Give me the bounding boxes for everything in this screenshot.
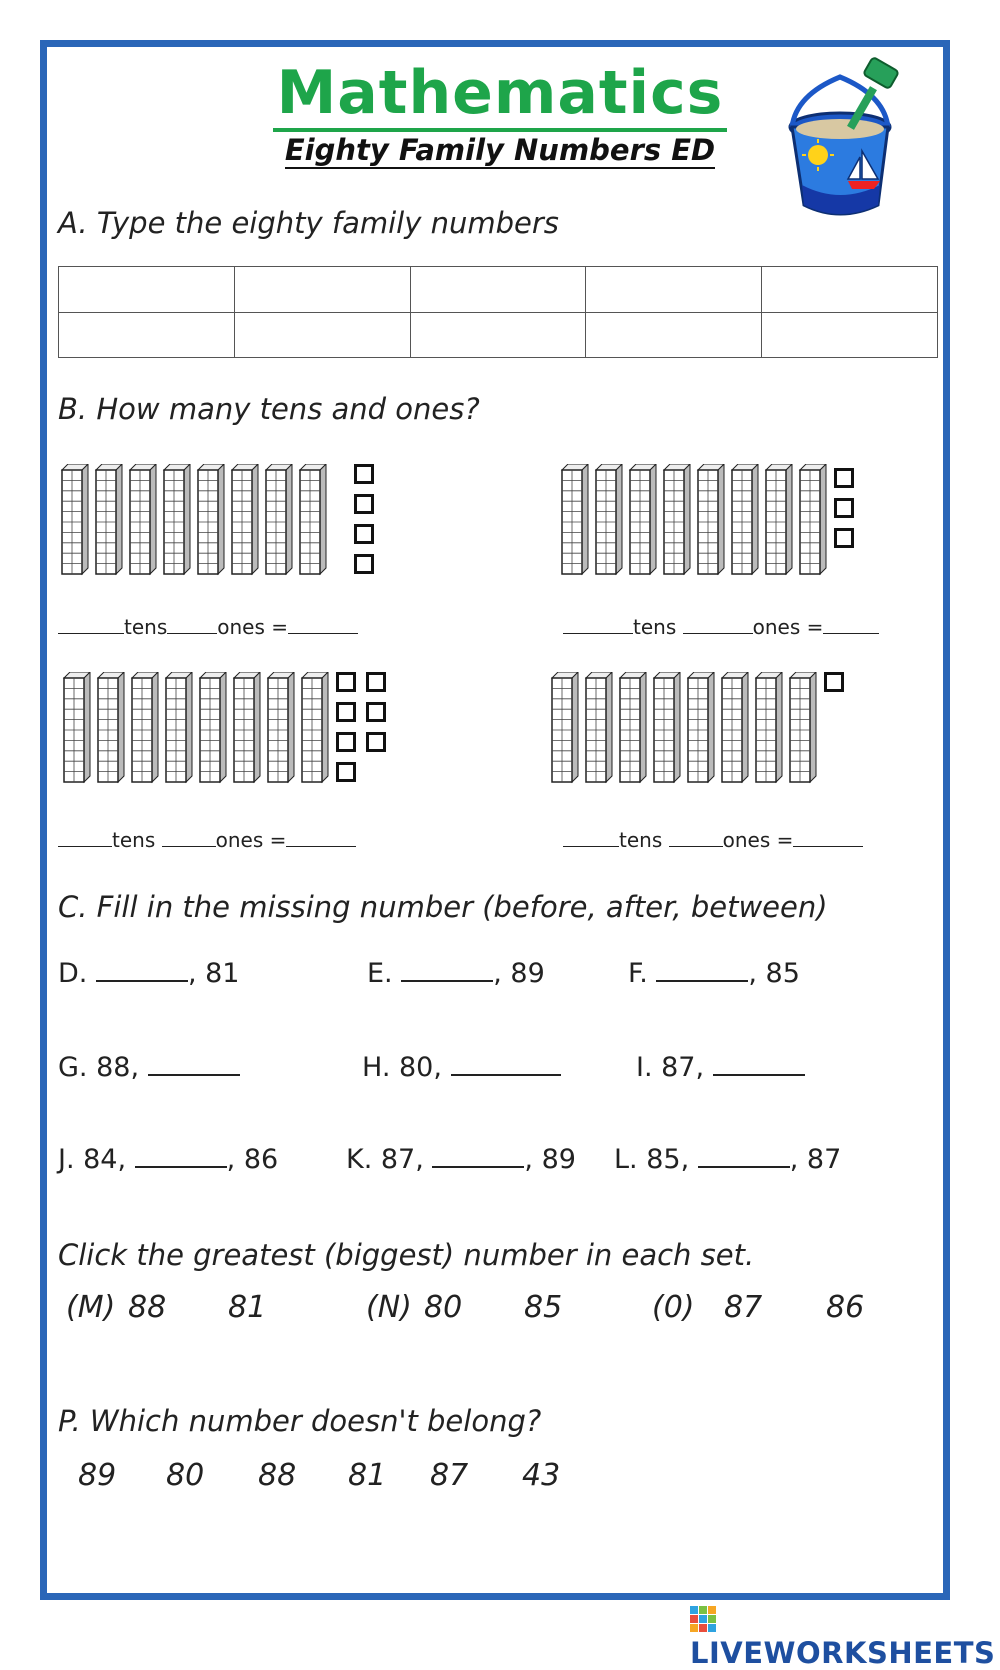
number-entry-cell[interactable] bbox=[59, 313, 234, 358]
tens-rod bbox=[754, 672, 784, 784]
tens-rod bbox=[198, 672, 228, 784]
ones-cube bbox=[834, 498, 854, 518]
number-entry-cell[interactable] bbox=[411, 313, 586, 358]
ones-cube bbox=[366, 732, 386, 752]
total-blank[interactable] bbox=[288, 615, 358, 634]
tens-ones-answer-2: tens ones = bbox=[563, 615, 879, 639]
set-o-label: (0) bbox=[652, 1290, 695, 1325]
odd-one-out-option[interactable]: 43 bbox=[522, 1458, 561, 1493]
ones-cube bbox=[366, 672, 386, 692]
total-blank[interactable] bbox=[793, 828, 863, 847]
ones-cube bbox=[824, 672, 844, 692]
odd-one-out-option[interactable]: 80 bbox=[166, 1458, 205, 1493]
missing-number-blank[interactable] bbox=[432, 1144, 524, 1168]
ones-cube bbox=[834, 468, 854, 488]
missing-number-d: D. , 81 bbox=[58, 958, 240, 989]
section-a-heading: A. Type the eighty family numbers bbox=[58, 206, 559, 240]
missing-number-blank[interactable] bbox=[148, 1052, 240, 1076]
ones-cube bbox=[354, 554, 374, 574]
tens-rod bbox=[264, 464, 294, 576]
tens-ones-answer-1: tens ones = bbox=[58, 615, 358, 639]
tens-ones-answer-4: tens ones = bbox=[563, 828, 863, 852]
page-title: Mathematics bbox=[0, 58, 1000, 128]
odd-one-out-option[interactable]: 88 bbox=[258, 1458, 297, 1493]
missing-number-g: G. 88, bbox=[58, 1052, 240, 1083]
tens-ones-answer-3: tens ones = bbox=[58, 828, 356, 852]
ones-cube bbox=[336, 702, 356, 722]
tens-rod bbox=[298, 464, 328, 576]
odd-one-out-option[interactable]: 81 bbox=[348, 1458, 387, 1493]
tens-rod bbox=[798, 464, 828, 576]
tens-rod bbox=[720, 672, 750, 784]
ones-cube bbox=[366, 702, 386, 722]
tens-rod bbox=[652, 672, 682, 784]
missing-number-blank[interactable] bbox=[713, 1052, 805, 1076]
set-m-label: (M) bbox=[66, 1290, 116, 1325]
section-p-heading: P. Which number doesn't belong? bbox=[58, 1404, 542, 1438]
missing-number-blank[interactable] bbox=[698, 1144, 790, 1168]
missing-number-i: I. 87, bbox=[636, 1052, 805, 1083]
set-o-option-b[interactable]: 86 bbox=[826, 1290, 865, 1325]
tens-rod bbox=[550, 672, 580, 784]
tens-rod bbox=[300, 672, 330, 784]
ones-cube bbox=[336, 762, 356, 782]
tens-rod bbox=[696, 464, 726, 576]
set-n-option-a[interactable]: 80 bbox=[424, 1290, 463, 1325]
ones-cube bbox=[354, 464, 374, 484]
number-entry-cell[interactable] bbox=[235, 313, 410, 358]
number-entry-cell[interactable] bbox=[411, 267, 586, 312]
greatest-number-heading: Click the greatest (biggest) number in each set. bbox=[58, 1238, 755, 1272]
tens-rod bbox=[764, 464, 794, 576]
ones-cube bbox=[354, 524, 374, 544]
number-entry-cell[interactable] bbox=[235, 267, 410, 312]
tens-rod bbox=[266, 672, 296, 784]
number-entry-cell[interactable] bbox=[586, 267, 761, 312]
section-c-heading: C. Fill in the missing number (before, after, between) bbox=[58, 890, 828, 924]
tens-rod bbox=[128, 464, 158, 576]
set-m-option-b[interactable]: 81 bbox=[228, 1290, 267, 1325]
tens-rod bbox=[730, 464, 760, 576]
tens-rod bbox=[788, 672, 818, 784]
missing-number-j: J. 84, , 86 bbox=[58, 1144, 279, 1175]
tens-blank[interactable] bbox=[58, 828, 112, 847]
ones-cube bbox=[834, 528, 854, 548]
page-subtitle: Eighty Family Numbers ED bbox=[284, 133, 716, 167]
set-m-option-a[interactable]: 88 bbox=[128, 1290, 167, 1325]
missing-number-e: E. , 89 bbox=[367, 958, 545, 989]
set-o-option-a[interactable]: 87 bbox=[724, 1290, 763, 1325]
missing-number-k: K. 87, , 89 bbox=[346, 1144, 576, 1175]
tens-blank[interactable] bbox=[563, 615, 633, 634]
tens-rod bbox=[130, 672, 160, 784]
ones-cube bbox=[354, 494, 374, 514]
ones-blank[interactable] bbox=[162, 828, 216, 847]
tens-blank[interactable] bbox=[563, 828, 619, 847]
ones-cube bbox=[336, 672, 356, 692]
tens-rod bbox=[594, 464, 624, 576]
missing-number-blank[interactable] bbox=[135, 1144, 227, 1168]
missing-number-blank[interactable] bbox=[656, 958, 748, 982]
section-b-heading: B. How many tens and ones? bbox=[58, 392, 480, 426]
total-blank[interactable] bbox=[823, 615, 879, 634]
tens-rod bbox=[560, 464, 590, 576]
tens-rod bbox=[230, 464, 260, 576]
number-entry-cell[interactable] bbox=[762, 267, 937, 312]
odd-one-out-option[interactable]: 87 bbox=[430, 1458, 469, 1493]
tens-rod bbox=[618, 672, 648, 784]
number-entry-cell[interactable] bbox=[586, 313, 761, 358]
logo-icon bbox=[690, 1606, 716, 1632]
tens-rod bbox=[662, 464, 692, 576]
ones-cube bbox=[336, 732, 356, 752]
tens-rod bbox=[162, 464, 192, 576]
total-blank[interactable] bbox=[286, 828, 356, 847]
tens-blank[interactable] bbox=[58, 615, 124, 634]
tens-rod bbox=[584, 672, 614, 784]
missing-number-blank[interactable] bbox=[96, 958, 188, 982]
tens-rod bbox=[232, 672, 262, 784]
odd-one-out-option[interactable]: 89 bbox=[78, 1458, 117, 1493]
tens-rod bbox=[164, 672, 194, 784]
tens-rod bbox=[196, 464, 226, 576]
tens-rod bbox=[96, 672, 126, 784]
number-entry-cell[interactable] bbox=[59, 267, 234, 312]
tens-rod bbox=[94, 464, 124, 576]
set-n-label: (N) bbox=[366, 1290, 412, 1325]
missing-number-blank[interactable] bbox=[451, 1052, 561, 1076]
ones-blank[interactable] bbox=[683, 615, 753, 634]
tens-rod bbox=[628, 464, 658, 576]
liveworksheets-logo: LIVEWORKSHEETS bbox=[690, 1602, 1000, 1670]
ones-blank[interactable] bbox=[167, 615, 217, 634]
missing-number-h: H. 80, bbox=[362, 1052, 561, 1083]
ones-blank[interactable] bbox=[669, 828, 723, 847]
number-entry-cell[interactable] bbox=[762, 313, 937, 358]
tens-rod bbox=[60, 464, 90, 576]
missing-number-f: F. , 85 bbox=[628, 958, 800, 989]
missing-number-blank[interactable] bbox=[401, 958, 493, 982]
tens-rod bbox=[62, 672, 92, 784]
missing-number-l: L. 85, , 87 bbox=[614, 1144, 842, 1175]
tens-rod bbox=[686, 672, 716, 784]
number-entry-grid bbox=[58, 266, 938, 358]
set-n-option-b[interactable]: 85 bbox=[524, 1290, 563, 1325]
